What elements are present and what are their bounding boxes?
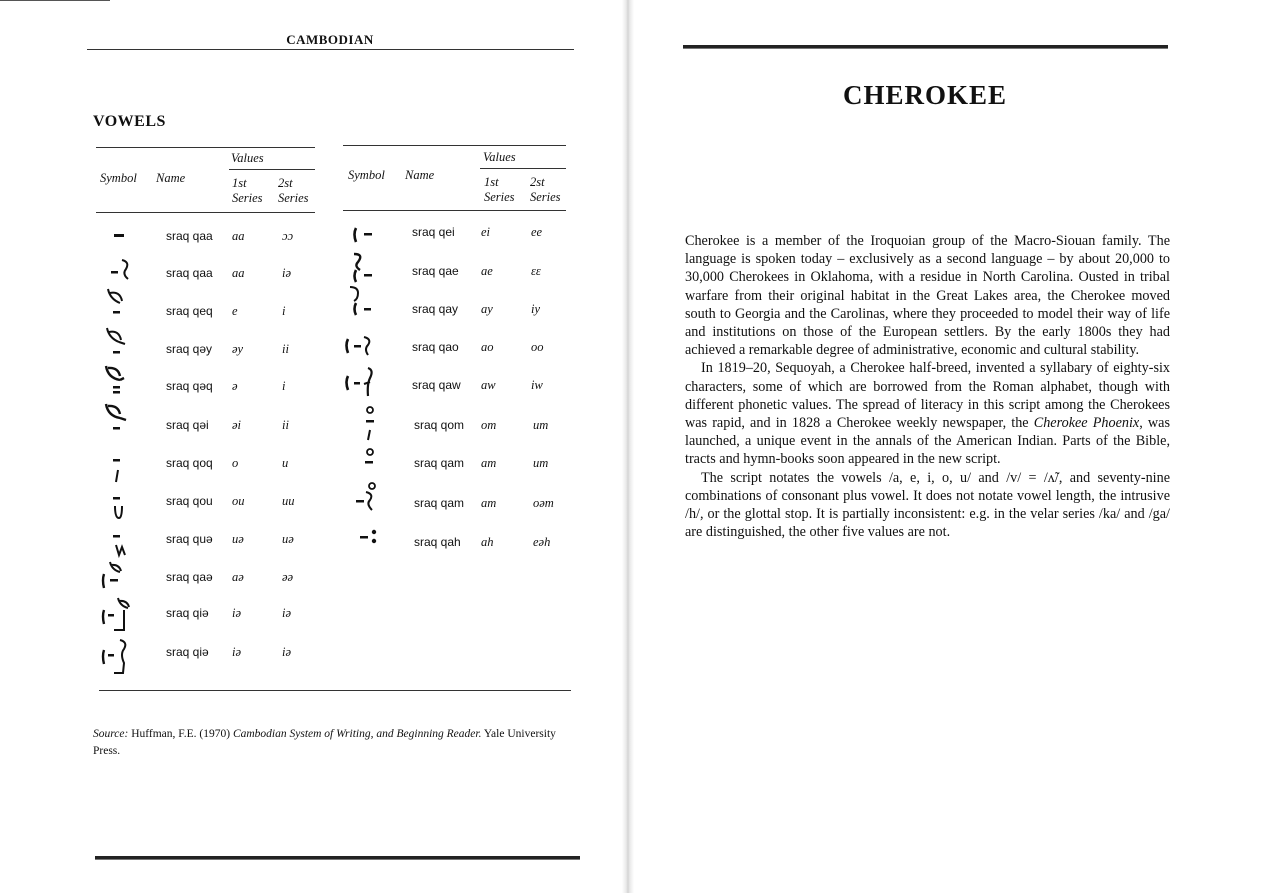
section-title: VOWELS (93, 113, 166, 130)
right-row-5-name: sraq qaw (412, 378, 461, 392)
left-name-header: Name (156, 171, 186, 185)
khmer-vowel-symbol-19 (352, 444, 388, 474)
left-row-10-first: aə (232, 570, 244, 584)
right-row-1-first: ei (481, 225, 491, 239)
header-rule (87, 49, 574, 50)
right-row-6-first: om (481, 418, 497, 432)
left-row-8-first: ou (232, 494, 245, 508)
right-row-6-second: um (533, 418, 549, 432)
khmer-vowel-symbol-11 (98, 594, 138, 634)
paragraph-2-part-b: , was launched, a unique event in the annals of the American Indian. Parts of the Bible, tracts and hymn-books soon appeared in the new script. (685, 415, 1170, 468)
body-text (685, 232, 1170, 541)
right-table-top-rule (343, 145, 566, 146)
right-row-3-second: iy (531, 302, 541, 316)
khmer-vowel-symbol-16 (340, 333, 388, 363)
chapter-title: CHEROKEE (842, 80, 1008, 110)
source-citation (93, 726, 580, 760)
right-symbol-header: Symbol (348, 168, 385, 182)
running-header: CAMBODIAN (286, 32, 374, 47)
khmer-vowel-symbol-17 (340, 366, 388, 402)
left-row-3-name: sraq qeq (166, 304, 213, 318)
left-footer-rule (95, 856, 580, 860)
table-bottom-rule (99, 690, 571, 691)
left-row-7-name: sraq qoq (166, 456, 213, 470)
left-row-2-first: aa (232, 266, 245, 280)
left-row-3-first: e (232, 304, 238, 318)
left-row-11-first: iə (232, 606, 242, 620)
left-first-series-1: 1st (232, 176, 247, 190)
left-row-10-name: sraq qaə (166, 570, 213, 584)
left-row-11-name: sraq qiə (166, 606, 209, 620)
left-row-8-second: uu (282, 494, 295, 508)
khmer-vowel-symbol-1 (100, 222, 140, 252)
left-row-12-first: iə (232, 645, 242, 659)
left-row-6-name: sraq qəi (166, 418, 209, 432)
khmer-vowel-symbol-8 (100, 488, 140, 524)
left-table-header-rule (96, 212, 315, 213)
right-row-6-name: sraq qom (414, 418, 465, 432)
left-row-4-second: ii (282, 342, 289, 356)
scan-edge-line (0, 0, 110, 1)
right-row-3-name: sraq qay (412, 302, 459, 316)
left-row-8-name: sraq qou (166, 494, 213, 508)
right-header-rule (683, 45, 1168, 49)
left-row-6-first: əi (232, 418, 242, 432)
paragraph-3: The script notates the vowels /a, e, i, o, u/ and /v/ = /ʌ̃/, and seventy-nine combinations of consonant plus vowel. It does not notate vowel length, the intrusive /h/, or the glottal stop. It is partially inconsistent: e.g. in the velar series /ka/ and /ga/ are distinguished, the other five values are not. (685, 469, 1170, 541)
right-row-4-name: sraq qao (412, 340, 459, 354)
khmer-vowel-symbol-3 (100, 285, 140, 325)
left-row-3-second: i (282, 304, 286, 318)
left-row-6-second: ii (282, 418, 289, 432)
khmer-vowel-symbol-15 (348, 283, 388, 323)
right-row-9-first: ah (481, 535, 494, 549)
right-values-header: Values (483, 150, 516, 164)
left-values-header: Values (231, 151, 264, 165)
left-row-2-second: iə (282, 266, 292, 280)
right-row-4-second: oo (531, 340, 544, 354)
right-row-8-first: am (481, 496, 497, 510)
khmer-vowel-symbol-2 (100, 254, 140, 288)
source-label: Source: (93, 728, 129, 740)
left-values-rule (229, 169, 315, 170)
right-row-7-second: um (533, 456, 549, 470)
right-first-series-1: 1st (484, 175, 499, 189)
right-row-5-second: iw (531, 378, 543, 392)
right-row-1-second: ee (531, 225, 543, 239)
left-row-5-second: i (282, 379, 286, 393)
source-authors: Huffman, F.E. (1970) (131, 728, 231, 740)
source-publisher: Yale University Press. (93, 728, 556, 757)
khmer-vowel-symbol-5 (100, 362, 140, 402)
left-row-4-first: əy (232, 342, 244, 356)
left-row-1-name: sraq qaa (166, 229, 213, 243)
left-first-series-2: Series (232, 191, 263, 205)
paragraph-2 (685, 359, 1170, 468)
paragraph-1: Cherokee is a member of the Iroquoian group of the Macro-Siouan family. The language is spoken today – exclusively as a second language – by about 20,000 to 30,000 Cherokees in Oklahoma, with a residue in North Carolina. Ousted in tribal warfare from their original habitat in the Great Lakes area, the Cherokee moved south to Georgia and the Carolinas, where they proceeded to model their way of life and institutions on those of the European settlers. By the early 1800s they had achieved a remarkable degree of administrative, economic and cultural stability. (685, 233, 1170, 359)
left-row-10-second: əə (282, 570, 294, 584)
right-row-5-first: aw (481, 378, 496, 392)
left-row-1-second: ɔɔ (282, 229, 294, 243)
khmer-vowel-symbol-14 (348, 250, 388, 286)
left-row-9-name: sraq quə (166, 532, 213, 546)
left-row-4-name: sraq qəy (166, 342, 213, 356)
left-row-7-first: o (232, 456, 239, 470)
right-values-rule (480, 168, 566, 169)
right-second-series-2: Series (530, 190, 561, 204)
khmer-vowel-symbol-12 (98, 634, 138, 676)
right-row-4-first: ao (481, 340, 494, 354)
paragraph-2-part-a: In 1819–20, Sequoyah, a Cherokee half-breed, invented a syllabary of eighty-six characters, some of which are borrowed from the Roman alphabet, though with different phonetic values. The spread of literacy in this script among the Cherokees was rapid, and in 1828 a Cherokee weekly newspaper, the (685, 360, 1170, 432)
left-row-7-second: u (282, 456, 289, 470)
right-row-7-name: sraq qam (414, 456, 465, 470)
right-row-2-second: εε (531, 264, 541, 278)
left-row-5-first: ə (232, 379, 238, 393)
khmer-vowel-symbol-13 (348, 220, 388, 250)
khmer-vowel-symbol-18 (352, 400, 388, 450)
left-row-9-second: uə (282, 532, 294, 546)
khmer-vowel-symbol-20 (346, 480, 388, 516)
khmer-vowel-symbol-10 (98, 558, 138, 592)
khmer-vowel-symbol-6 (100, 400, 140, 440)
right-row-3-first: ay (481, 302, 493, 316)
right-second-series-1: 2st (530, 175, 545, 189)
right-row-7-first: am (481, 456, 497, 470)
right-row-2-first: ae (481, 264, 493, 278)
right-row-2-name: sraq qae (412, 264, 459, 278)
right-row-1-name: sraq qei (412, 225, 455, 239)
khmer-vowel-symbol-9 (100, 525, 140, 561)
left-row-12-name: sraq qiə (166, 645, 209, 659)
left-table-top-rule (96, 147, 315, 148)
khmer-vowel-symbol-4 (100, 324, 140, 364)
source-title: Cambodian System of Writing, and Beginning Reader. (232, 728, 482, 740)
newspaper-title: Cherokee Phoenix (1033, 415, 1140, 432)
left-second-series-1: 2st (278, 176, 293, 190)
left-row-5-name: sraq qəq (166, 379, 213, 393)
left-row-12-second: iə (282, 645, 292, 659)
left-row-11-second: iə (282, 606, 292, 620)
book-gutter (622, 0, 634, 893)
khmer-vowel-symbol-7 (100, 450, 140, 486)
right-row-9-second: eəh (533, 535, 551, 549)
right-row-8-name: sraq qam (414, 496, 465, 510)
left-symbol-header: Symbol (100, 171, 137, 185)
khmer-vowel-symbol-21 (352, 522, 388, 552)
right-first-series-2: Series (484, 190, 515, 204)
right-name-header: Name (405, 168, 435, 182)
left-row-1-first: aa (232, 229, 245, 243)
right-row-8-second: oəm (533, 496, 554, 510)
left-second-series-2: Series (278, 191, 309, 205)
right-row-9-name: sraq qah (414, 535, 461, 549)
left-row-9-first: uə (232, 532, 244, 546)
right-table-header-rule (343, 210, 566, 211)
left-row-2-name: sraq qaa (166, 266, 213, 280)
